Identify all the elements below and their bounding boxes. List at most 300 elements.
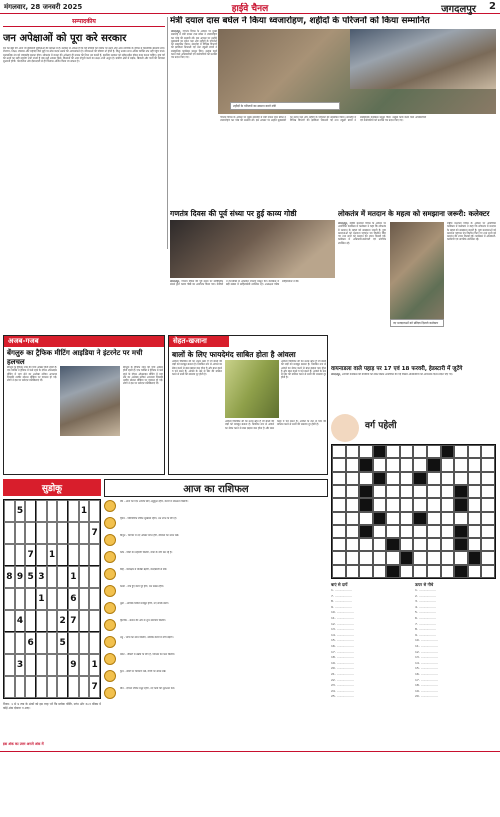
zodiac-icon xyxy=(104,602,116,614)
zodiac-icon xyxy=(104,619,116,631)
election-caption: नए मतदाताओं को प्रतिज्ञा दिलाते कलेक्टर xyxy=(390,319,444,327)
sudoku-cell[interactable]: 7 xyxy=(25,544,36,566)
sudoku-cell[interactable] xyxy=(79,566,90,588)
crossword-cell[interactable] xyxy=(359,498,373,511)
editorial-label: सम्पादकीय xyxy=(3,17,165,27)
page-number: 2 xyxy=(489,1,496,12)
horoscope-item xyxy=(104,551,328,567)
health-section xyxy=(168,335,328,475)
zodiac-icon xyxy=(104,636,116,648)
sudoku-cell[interactable] xyxy=(47,522,58,544)
sudoku-cell[interactable] xyxy=(36,654,47,676)
sudoku-cell[interactable] xyxy=(36,610,47,632)
crossword-cell[interactable] xyxy=(346,445,360,458)
crossword-title: वर्ग पहेली xyxy=(365,421,397,431)
crossword-cell[interactable] xyxy=(468,551,482,564)
crossword-cell[interactable] xyxy=(332,565,346,578)
sudoku-cell[interactable] xyxy=(15,676,26,698)
sudoku-cell[interactable] xyxy=(4,654,15,676)
sudoku-cell[interactable] xyxy=(36,522,47,544)
crossword-cell[interactable] xyxy=(346,551,360,564)
horoscope-text: मीन - दांपत्य जीवन मधुर रहेगा, नए कार्य की शुरुआत करें। xyxy=(120,687,175,690)
fire-dateline: जगदलपुर, xyxy=(331,373,342,376)
crossword-cell[interactable] xyxy=(400,485,414,498)
clues-down: 1. .................. 2. .................. 3. .................. 4. .................. 5. .................. 6. .................. 7. .................. 8. .................. 9. .................. 10. .................. 11. .................. 12. .................. 13. .................. 14. .................. 15. .................. 16. .................. 17. .................. 18. .................. 19. .................. 20. .................. xyxy=(415,588,438,699)
sudoku-cell[interactable] xyxy=(79,522,90,544)
crossword-cell[interactable] xyxy=(332,472,346,485)
ajab-gajab-band: अजब-गजब xyxy=(4,336,164,347)
zodiac-icon xyxy=(104,500,116,512)
sudoku-cell[interactable]: 6 xyxy=(68,588,79,610)
election-body xyxy=(338,222,386,332)
sudoku-cell[interactable] xyxy=(47,588,58,610)
top-story xyxy=(170,16,496,27)
horoscope-text: कर्क - मित्रों का सहयोग मिलेगा, यात्रा के योग बन रहे हैं। xyxy=(120,551,173,554)
crossword-cell[interactable] xyxy=(413,445,427,458)
crossword-cell[interactable] xyxy=(468,512,482,525)
crossword-cell[interactable] xyxy=(427,525,441,538)
sudoku-cell[interactable]: 8 xyxy=(4,566,15,588)
sudoku-cell[interactable] xyxy=(89,566,100,588)
crossword-cell[interactable] xyxy=(454,498,468,511)
horoscope-item xyxy=(104,619,328,635)
crossword-cell[interactable] xyxy=(373,485,387,498)
sudoku-cell[interactable] xyxy=(25,588,36,610)
horoscope-text: कुंभ - खर्चों पर नियंत्रण रखें, वाणी पर संयम रखें। xyxy=(120,670,167,673)
top-story-photo-2 xyxy=(350,29,496,89)
city-name: जगदलपुर xyxy=(441,4,476,15)
sudoku-cell[interactable] xyxy=(79,632,90,654)
ajab-gajab-photo xyxy=(60,366,120,436)
page-header xyxy=(0,0,500,14)
sudoku-cell[interactable] xyxy=(36,676,47,698)
crossword-cell[interactable] xyxy=(454,458,468,471)
republic-photo xyxy=(170,220,335,278)
sudoku-cell[interactable]: 1 xyxy=(36,588,47,610)
crossword-cell[interactable] xyxy=(359,525,373,538)
election-dateline: जगदलपुर, xyxy=(338,222,349,225)
crossword-cell[interactable] xyxy=(346,525,360,538)
sudoku-cell[interactable] xyxy=(57,566,68,588)
top-story-headline: मंत्री दयाल दास बघेल ने किया ध्वजारोहण, शहीदों के परिजनों को किया सम्मानित xyxy=(170,16,430,26)
ajab-gajab-headline: बेंगलुरु का ट्रैफिक मीटिंग आइडिया ने इंटरनेट पर मची हलचल xyxy=(7,349,143,366)
election-story xyxy=(338,209,496,219)
crossword-logo xyxy=(331,414,359,442)
top-story-continued: गणतंत्र दिवस के अवसर पर मुख्य समारोह में मंत्री दयाल दास बघेल ने ध्वजारोहण कर परेड की सलामी ली। इस अवसर पर उन्होंने मुख्यमंत्री का संदेश पढ़ा और शहीदों के परिजनों को सम्मानित किया। समारोह में विभिन्न विभागों की झांकियां निकाली गईं तथा स्कूली बच्चों ने सांस्कृतिक कार्यक्रम प्रस्तुत किए। उत्कृष्ट कार्य करने वाले अधिकारियों एवं कर्मचारियों को प्रशस्ति पत्र प्रदान किए गए। xyxy=(220,116,426,123)
crossword-cell[interactable] xyxy=(468,445,482,458)
clues-across: 1. .................. 7. .................. 8. .................. 9. .................. 10. .................. 11. .................. 12. .................. 13. .................. 14. .................. 15. .................. 16. .................. 17. .................. 18. .................. 19. .................. 20. .................. 21. .................. 22. .................. 23. .................. 24. .................. 25. .................. xyxy=(331,588,354,699)
crossword-cell[interactable] xyxy=(427,485,441,498)
crossword-cell[interactable] xyxy=(427,551,441,564)
sudoku-cell[interactable] xyxy=(4,522,15,544)
crossword-cell[interactable] xyxy=(386,445,400,458)
sudoku-cell[interactable] xyxy=(15,522,26,544)
sudoku-cell[interactable] xyxy=(68,522,79,544)
sudoku-cell[interactable] xyxy=(15,544,26,566)
sudoku-answer-note: इस अंक का उत्तर अगले अंक में xyxy=(3,742,44,746)
sudoku-cell[interactable]: 7 xyxy=(68,610,79,632)
editorial-body: देश का बड़ा वर्ग आज भी बुनियादी सुविधाओं की प्रतीक्षा में है। सरकार से अपेक्षा है कि वह नीतियों को जमीन पर उतारे और आम नागरिक के जीवन में वास्तविक बदलाव लाए। रोजगार, शिक्षा, स्वास्थ्य और महंगाई जैसे मुद्दों पर ठोस कदम उठाने की आवश्यकता है। योजनाओं की घोषणा तो होती है, किंतु उनका लाभ अंतिम व्यक्ति तक नहीं पहुंच पाता। प्रशासनिक तंत्र को जवाबदेह बनाना होगा। लोकतंत्र में जनता की अपेक्षाएं ही शासन की दिशा तय करती हैं, इसलिए सरकार को संवेदनशील होकर काम करना चाहिए। युवा वर्ग की ऊर्जा का सही उपयोग तभी संभव है जब उन्हें अवसर मिले। किसानों की आय दोगुनी करने का लक्ष्य अभी अधूरा है। ग्रामीण क्षेत्रों में सड़क, बिजली और पानी की व्यवस्था सुधारनी होगी। पारदर्शिता और ईमानदारी से ही विश्वास अर्जित किया जा सकता है। xyxy=(3,47,165,64)
sudoku-cell[interactable] xyxy=(79,588,90,610)
crossword-cell[interactable] xyxy=(454,485,468,498)
sudoku-cell[interactable] xyxy=(89,610,100,632)
zodiac-icon xyxy=(104,551,116,563)
crossword-cell[interactable] xyxy=(441,525,455,538)
crossword-cell[interactable] xyxy=(481,472,495,485)
crossword-cell[interactable] xyxy=(400,565,414,578)
crossword-cell[interactable] xyxy=(332,498,346,511)
crossword-cell[interactable] xyxy=(427,512,441,525)
sudoku-cell[interactable]: 7 xyxy=(89,676,100,698)
ajab-gajab-section xyxy=(3,335,165,475)
sudoku-cell[interactable] xyxy=(36,500,47,522)
sudoku-cell[interactable]: 9 xyxy=(68,654,79,676)
sudoku-cell[interactable] xyxy=(68,544,79,566)
zodiac-icon xyxy=(104,534,116,546)
crossword-grid xyxy=(331,444,496,579)
sudoku-cell[interactable]: 5 xyxy=(57,632,68,654)
fire-body xyxy=(331,373,496,409)
crossword-cell[interactable] xyxy=(332,485,346,498)
horoscope-text: वृश्चिक - संतान की ओर से शुभ समाचार मिलेगा। xyxy=(120,619,166,622)
sudoku-cell[interactable]: 1 xyxy=(68,566,79,588)
sudoku-cell[interactable] xyxy=(47,676,58,698)
zodiac-icon xyxy=(104,687,116,699)
horoscope-text: मिथुन - व्यापार में नए अवसर प्राप्त होंगे, स्वास्थ्य का ध्यान रखें। xyxy=(120,534,180,537)
crossword-cell[interactable] xyxy=(373,472,387,485)
crossword-section xyxy=(331,414,496,732)
sudoku-cell[interactable] xyxy=(25,500,36,522)
sudoku-cell[interactable] xyxy=(79,544,90,566)
crossword-cell[interactable] xyxy=(441,498,455,511)
crossword-cell[interactable] xyxy=(413,458,427,471)
horoscope-item xyxy=(104,585,328,601)
election-headline: लोकतंत्र में मतदान के महत्व को समझाना जरूरी: कलेक्टर xyxy=(338,209,490,218)
sudoku-cell[interactable]: 6 xyxy=(25,632,36,654)
editorial-section xyxy=(3,17,165,249)
horoscope-section xyxy=(104,479,328,749)
issue-date: मंगलवार, 28 जनवरी 2025 xyxy=(4,3,83,11)
crossword-cell[interactable] xyxy=(454,472,468,485)
crossword-cell[interactable] xyxy=(468,472,482,485)
sudoku-cell[interactable] xyxy=(47,610,58,632)
crossword-cell[interactable] xyxy=(400,458,414,471)
sudoku-cell[interactable] xyxy=(89,588,100,610)
top-story-dateline: जगदलपुर, xyxy=(171,30,182,33)
fire-story xyxy=(331,364,496,409)
horoscope-item xyxy=(104,636,328,652)
health-side: आंवला विटामिन सी का उत्तम स्रोत है जो बालों की जड़ों को मजबूत बनाता है। नियमित रूप से आंवले का सेवन करने से बाल झड़ना कम होता है और बाल काले व घने बनते हैं। आंवले के तेल से सिर की मालिश करने से रूसी की समस्या दूर होती है। xyxy=(281,360,326,380)
crossword-cell[interactable] xyxy=(481,525,495,538)
crossword-cell[interactable] xyxy=(346,485,360,498)
crossword-cell[interactable] xyxy=(413,485,427,498)
horoscope-item xyxy=(104,534,328,550)
crossword-cell[interactable] xyxy=(359,512,373,525)
crossword-cell[interactable] xyxy=(359,538,373,551)
crossword-cell[interactable] xyxy=(481,485,495,498)
sudoku-cell[interactable]: 1 xyxy=(89,654,100,676)
horoscope-text: मकर - नौकरी में उन्नति के योग हैं, परिश्रम का फल मिलेगा। xyxy=(120,653,175,656)
zodiac-icon xyxy=(104,585,116,597)
sudoku-cell[interactable] xyxy=(89,632,100,654)
sudoku-cell[interactable] xyxy=(68,632,79,654)
crossword-cell[interactable] xyxy=(373,512,387,525)
health-body: आंवला विटामिन सी का उत्तम स्रोत है जो बालों की जड़ों को मजबूत बनाता है। नियमित रूप से आंवले का सेवन करने से बाल झड़ना कम होता है और बाल काले व घने बनते हैं। आंवले के तेल से सिर की मालिश करने से रूसी की समस्या दूर होती है। xyxy=(172,360,222,377)
crossword-cell[interactable] xyxy=(359,458,373,471)
horoscope-item xyxy=(104,568,328,584)
sudoku-cell[interactable] xyxy=(79,654,90,676)
sudoku-cell[interactable]: 5 xyxy=(15,500,26,522)
crossword-cell[interactable] xyxy=(441,512,455,525)
crossword-cell[interactable] xyxy=(373,538,387,551)
horoscope-text: वृषभ - पारिवारिक जीवन सुखमय रहेगा, धन लाभ के योग हैं। xyxy=(120,517,177,520)
sudoku-cell[interactable] xyxy=(36,544,47,566)
crossword-cell[interactable] xyxy=(481,551,495,564)
top-story-body xyxy=(170,29,218,114)
editorial-headline: जन अपेक्षाओं को पूरा करे सरकार xyxy=(3,33,127,44)
zodiac-icon xyxy=(104,670,116,682)
top-story-photo-1 xyxy=(170,29,496,114)
sudoku-cell[interactable]: 5 xyxy=(25,566,36,588)
crossword-cell[interactable] xyxy=(481,512,495,525)
election-text: राष्ट्रीय मतदाता दिवस के अवसर पर आयोजित कार्यक्रम में कलेक्टर ने कहा कि लोकतंत्र में मतदान के महत्व को समझाना जरूरी है। युवा मतदाताओं को मतदाता पहचान पत्र वितरित किए गए तथा सभी को मतदान की शपथ दिलाई गई। कार्यक्रम में अधिकारी-कर्मचारी एवं नागरिक उपस्थित रहे। xyxy=(338,222,386,245)
republic-dateline: जगदलपुर, xyxy=(170,280,181,283)
crossword-cell[interactable] xyxy=(481,445,495,458)
sudoku-cell[interactable]: 7 xyxy=(89,522,100,544)
sudoku-cell[interactable] xyxy=(4,632,15,654)
crossword-cell[interactable] xyxy=(427,472,441,485)
crossword-cell[interactable] xyxy=(386,512,400,525)
horoscope-text: कन्या - रुके हुए कार्य पूरे होंगे, मन प्रसन्न रहेगा। xyxy=(120,585,164,588)
crossword-cell[interactable] xyxy=(400,525,414,538)
crossword-cell[interactable] xyxy=(386,565,400,578)
horoscope-item xyxy=(104,687,328,703)
crossword-cell[interactable] xyxy=(346,472,360,485)
top-story-caption: शहीदों के परिजनों का सम्मान करते मंत्री xyxy=(230,102,340,110)
crossword-cell[interactable] xyxy=(413,498,427,511)
crossword-cell[interactable] xyxy=(468,538,482,551)
sudoku-cell[interactable] xyxy=(79,676,90,698)
clues-across-title: बाएं से दायें xyxy=(331,582,348,587)
crossword-cell[interactable] xyxy=(441,565,455,578)
crossword-cell[interactable] xyxy=(373,565,387,578)
sudoku-cell[interactable] xyxy=(57,654,68,676)
sudoku-cell[interactable] xyxy=(25,610,36,632)
sudoku-cell[interactable] xyxy=(15,632,26,654)
crossword-cell[interactable] xyxy=(468,458,482,471)
zodiac-icon xyxy=(104,517,116,529)
crossword-cell[interactable] xyxy=(359,485,373,498)
sudoku-cell[interactable] xyxy=(47,632,58,654)
sudoku-cell[interactable] xyxy=(89,500,100,522)
sudoku-cell[interactable] xyxy=(57,676,68,698)
health-continued: आंवला विटामिन सी का उत्तम स्रोत है जो बालों की जड़ों को मजबूत बनाता है। नियमित रूप से आंवले का सेवन करने से बाल झड़ना कम होता है और बाल काले व घने बनते हैं। आंवले के तेल से सिर की मालिश करने से रूसी की समस्या दूर होती है। xyxy=(225,420,326,430)
sudoku-cell[interactable]: 2 xyxy=(57,610,68,632)
sudoku-cell[interactable]: 3 xyxy=(36,566,47,588)
sudoku-cell[interactable] xyxy=(68,500,79,522)
ajab-gajab-continued: बेंगलुरु के ट्रैफिक जाम की चर्चा अक्सर होती रहती है। एक व्यक्ति ने ट्रैफिक में फंसे रहने के दौरान ऑनलाइन मीटिंग में भाग लेने का अनोखा तरीका अपनाया जिसकी तस्वीर सोशल मीडिया पर वायरल हो गई। लोगों ने इस पर मजेदार प्रतिक्रियाएं दीं। xyxy=(123,366,163,386)
crossword-cell[interactable] xyxy=(359,445,373,458)
sudoku-cell[interactable]: 3 xyxy=(15,654,26,676)
crossword-cell[interactable] xyxy=(454,538,468,551)
crossword-cell[interactable] xyxy=(441,551,455,564)
crossword-cell[interactable] xyxy=(332,525,346,538)
republic-story xyxy=(170,209,335,301)
crossword-cell[interactable] xyxy=(468,498,482,511)
sudoku-cell[interactable] xyxy=(25,522,36,544)
crossword-cell[interactable] xyxy=(359,472,373,485)
sudoku-cell[interactable] xyxy=(57,500,68,522)
sudoku-cell[interactable] xyxy=(57,522,68,544)
crossword-cell[interactable] xyxy=(481,565,495,578)
crossword-cell[interactable] xyxy=(359,551,373,564)
crossword-cell[interactable] xyxy=(386,472,400,485)
sudoku-cell[interactable] xyxy=(57,544,68,566)
crossword-cell[interactable] xyxy=(332,538,346,551)
crossword-cell[interactable] xyxy=(386,551,400,564)
crossword-cell[interactable] xyxy=(400,445,414,458)
sudoku-cell[interactable] xyxy=(4,610,15,632)
horoscope-list xyxy=(104,500,328,703)
crossword-cell[interactable] xyxy=(346,498,360,511)
sudoku-cell[interactable] xyxy=(25,654,36,676)
election-continued: राष्ट्रीय मतदाता दिवस के अवसर पर आयोजित कार्यक्रम में कलेक्टर ने कहा कि लोकतंत्र में मतदान के महत्व को समझाना जरूरी है। युवा मतदाताओं को मतदाता पहचान पत्र वितरित किए गए तथा सभी को मतदान की शपथ दिलाई गई। कार्यक्रम में अधिकारी-कर्मचारी एवं नागरिक उपस्थित रहे। xyxy=(447,222,496,242)
sudoku-cell[interactable] xyxy=(47,500,58,522)
crossword-cell[interactable] xyxy=(332,551,346,564)
crossword-cell[interactable] xyxy=(454,551,468,564)
sudoku-cell[interactable] xyxy=(25,676,36,698)
election-photo xyxy=(390,222,444,327)
crossword-cell[interactable] xyxy=(359,565,373,578)
crossword-cell[interactable] xyxy=(427,458,441,471)
crossword-cell[interactable] xyxy=(468,565,482,578)
crossword-cell[interactable] xyxy=(427,565,441,578)
crossword-cell[interactable] xyxy=(346,538,360,551)
crossword-cell[interactable] xyxy=(427,498,441,511)
crossword-cell[interactable] xyxy=(400,512,414,525)
fire-text: आगामी कार्यक्रम की तैयारियों को लेकर बैठक आयोजित की गई जिसमें अधिकारियों को आवश्यक दिशा-निर्देश दिए गए। xyxy=(341,373,453,376)
horoscope-item xyxy=(104,670,328,686)
crossword-cell[interactable] xyxy=(400,551,414,564)
horoscope-item xyxy=(104,500,328,516)
crossword-cell[interactable] xyxy=(413,551,427,564)
crossword-cell[interactable] xyxy=(468,485,482,498)
sudoku-cell[interactable] xyxy=(4,544,15,566)
crossword-cell[interactable] xyxy=(454,445,468,458)
crossword-cell[interactable] xyxy=(373,551,387,564)
crossword-cell[interactable] xyxy=(386,485,400,498)
crossword-cell[interactable] xyxy=(481,458,495,471)
crossword-cell[interactable] xyxy=(413,512,427,525)
crossword-cell[interactable] xyxy=(346,512,360,525)
sudoku-cell[interactable] xyxy=(4,588,15,610)
horoscope-item xyxy=(104,653,328,669)
health-photo xyxy=(225,360,279,418)
horoscope-text: सिंह - कार्यक्षेत्र में प्रतिष्ठा बढ़ेगी, जल्दबाजी से बचें। xyxy=(120,568,168,571)
horoscope-item xyxy=(104,517,328,533)
crossword-cell[interactable] xyxy=(386,538,400,551)
crossword-cell[interactable] xyxy=(454,565,468,578)
ajab-gajab-body: बेंगलुरु के ट्रैफिक जाम की चर्चा अक्सर होती रहती है। एक व्यक्ति ने ट्रैफिक में फंसे रहने के दौरान ऑनलाइन मीटिंग में भाग लेने का अनोखा तरीका अपनाया जिसकी तस्वीर सोशल मीडिया पर वायरल हो गई। लोगों ने इस पर मजेदार प्रतिक्रियाएं दीं। xyxy=(7,366,57,383)
crossword-cell[interactable] xyxy=(481,538,495,551)
sudoku-cell[interactable] xyxy=(79,610,90,632)
sudoku-cell[interactable] xyxy=(89,544,100,566)
horoscope-text: धनु - भाग्य का साथ मिलेगा, धार्मिक कार्यों में रुचि बढ़ेगी। xyxy=(120,636,174,639)
republic-headline: गणतंत्र दिवस की पूर्व संध्या पर हुई काव्य गोष्ठी xyxy=(170,209,297,218)
horoscope-text: मेष - आज का दिन आपके लिए अनुकूल रहेगा, कार्यों में सफलता मिलेगी। xyxy=(120,500,189,503)
sudoku-cell[interactable]: 1 xyxy=(79,500,90,522)
sudoku-cell[interactable]: 9 xyxy=(15,566,26,588)
sudoku-cell[interactable] xyxy=(15,588,26,610)
sudoku-cell[interactable] xyxy=(36,632,47,654)
crossword-cell[interactable] xyxy=(373,445,387,458)
sudoku-section xyxy=(3,479,101,749)
crossword-cell[interactable] xyxy=(386,498,400,511)
crossword-cell[interactable] xyxy=(373,458,387,471)
crossword-cell[interactable] xyxy=(332,445,346,458)
crossword-cell[interactable] xyxy=(413,525,427,538)
column-divider xyxy=(167,17,168,249)
crossword-cell[interactable] xyxy=(373,525,387,538)
crossword-cell[interactable] xyxy=(427,538,441,551)
horoscope-text: तुला - आर्थिक स्थिति मजबूत होगी, नए संपर्क बनेंगे। xyxy=(120,602,169,605)
sudoku-cell[interactable] xyxy=(68,676,79,698)
sudoku-title: सुडोकू xyxy=(3,479,101,496)
crossword-cell[interactable] xyxy=(454,525,468,538)
crossword-cell[interactable] xyxy=(441,458,455,471)
crossword-cell[interactable] xyxy=(400,472,414,485)
sudoku-cell[interactable] xyxy=(4,500,15,522)
crossword-cell[interactable] xyxy=(386,525,400,538)
crossword-cell[interactable] xyxy=(332,512,346,525)
crossword-cell[interactable] xyxy=(441,472,455,485)
sudoku-cell[interactable] xyxy=(47,566,58,588)
crossword-cell[interactable] xyxy=(332,458,346,471)
crossword-cell[interactable] xyxy=(468,525,482,538)
sudoku-cell[interactable] xyxy=(47,654,58,676)
crossword-cell[interactable] xyxy=(413,472,427,485)
crossword-cell[interactable] xyxy=(346,458,360,471)
crossword-cell[interactable] xyxy=(400,498,414,511)
crossword-cell[interactable] xyxy=(413,538,427,551)
crossword-cell[interactable] xyxy=(441,538,455,551)
crossword-cell[interactable] xyxy=(427,445,441,458)
sudoku-grid xyxy=(3,499,101,699)
crossword-cell[interactable] xyxy=(373,498,387,511)
sudoku-cell[interactable] xyxy=(4,676,15,698)
health-band: सेहत-खजाना xyxy=(169,336,229,347)
horoscope-title: आज का राशिफल xyxy=(104,479,328,497)
crossword-cell[interactable] xyxy=(441,485,455,498)
crossword-cell[interactable] xyxy=(413,565,427,578)
bottom-rule xyxy=(0,751,500,752)
health-headline: बालों के लिए फायदेमंद साबित होता है आंवला xyxy=(172,350,296,359)
crossword-cell[interactable] xyxy=(481,498,495,511)
crossword-cell[interactable] xyxy=(441,445,455,458)
crossword-cell[interactable] xyxy=(386,458,400,471)
masthead: हाईवे चैनल xyxy=(231,4,269,14)
crossword-cell[interactable] xyxy=(454,512,468,525)
crossword-cell[interactable] xyxy=(400,538,414,551)
republic-body xyxy=(170,280,335,340)
crossword-cell[interactable] xyxy=(346,565,360,578)
fire-headline: वायनाडला वाले पहाड़ पर 17 एवं 18 फरवरी, हेडस्टारी में जुटेंगे xyxy=(331,366,463,372)
sudoku-cell[interactable] xyxy=(57,588,68,610)
zodiac-icon xyxy=(104,653,116,665)
sudoku-rules: नियम: 1 से 9 तक के अंकों को इस तरह भरें कि प्रत्येक पंक्ति, स्तंभ और 3x3 बॉक्स में कोई अंक दोबारा न आए। xyxy=(3,702,101,710)
sudoku-cell[interactable]: 1 xyxy=(47,544,58,566)
sudoku-cell[interactable]: 4 xyxy=(15,610,26,632)
